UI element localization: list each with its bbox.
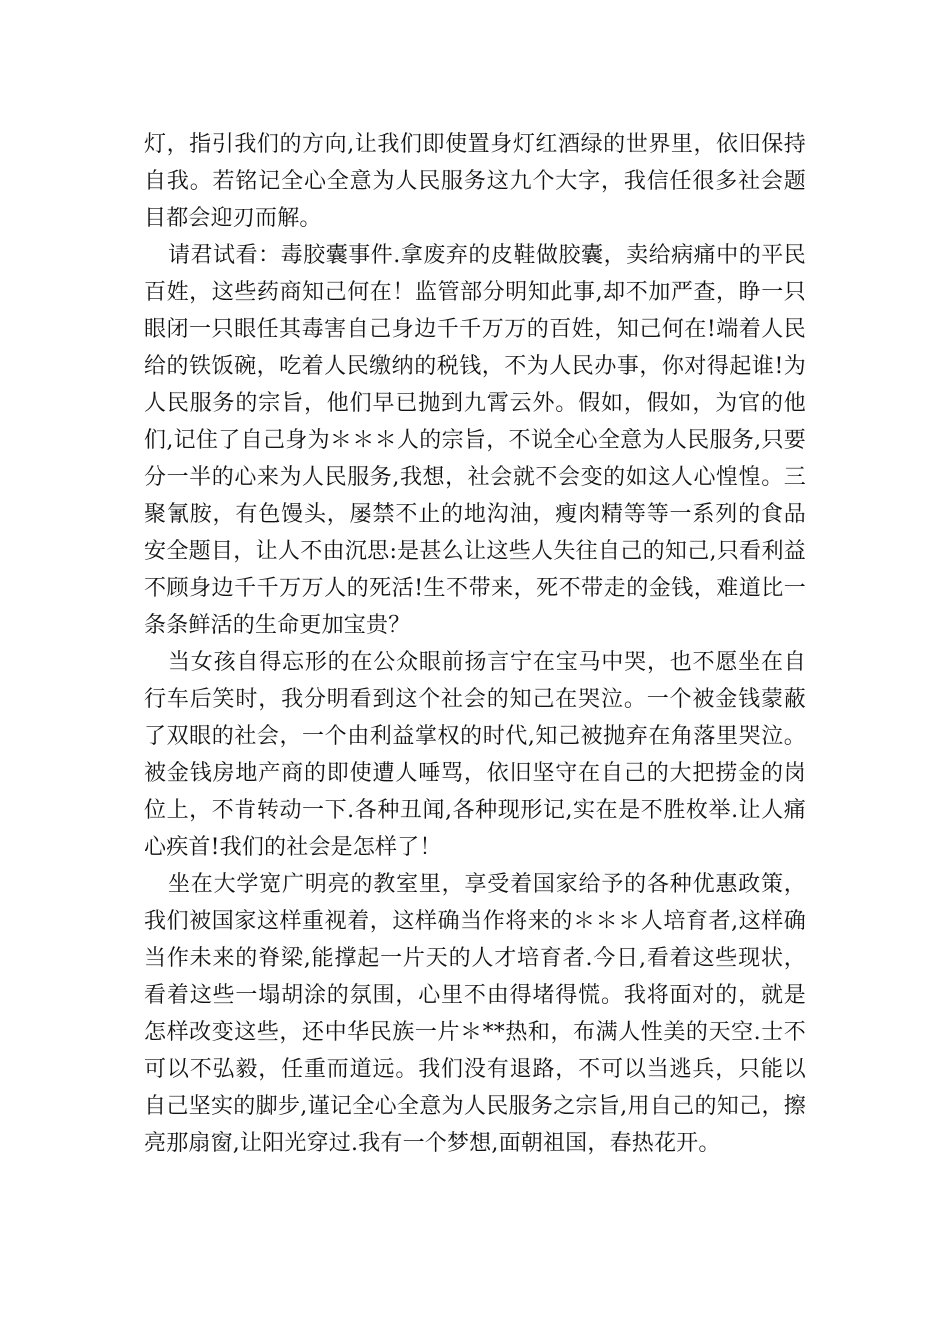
- paragraph-2: 请君试看：毒胶囊事件.拿废弃的皮鞋做胶囊，卖给病痛中的平民百姓，这些药商知己何在！监管部分明知此事,却不加严查，睁一只眼闭一只眼任其毒害自己身边千千万万的百姓，知己何在!端着人民给的铁饭碗，吃着人民缴纳的税钱，不为人民办事，你对得起谁!为人民服务的宗旨，他们早已抛到九霄云外。假如，假如，为官的他们,记住了自己身为＊＊＊人的宗旨，不说全心全意为人民服务,只要分一半的心来为人民服务,我想，社会就不会变的如这人心惶惶。三聚氰胺，有色馒头，屡禁不止的地沟油，瘦肉精等等一系列的食品安全题目，让人不由沉思:是甚么让这些人失往自己的知己,只看利益不顾身边千千万万人的死活!生不带来，死不带走的金钱，难道比一条条鲜活的生命更加宝贵？: [144, 243, 806, 638]
- document-body: [144, 126, 806, 1162]
- paragraph-4: 坐在大学宽广明亮的教室里，享受着国家给予的各种优惠政策，我们被国家这样重视着，这样确当作将来的＊＊＊人培育者,这样确当作未来的脊梁,能撑起一片天的人才培育者.今日,看着这些现状，看着这些一塌胡涂的氛围，心里不由得堵得慌。我将面对的，就是怎样改变这些，还中华民族一片＊**热和，布满人性美的天空.士不可以不弘毅，任重而道远。我们没有退路，不可以当逃兵，只能以自己坚实的脚步,谨记全心全意为人民服务之宗旨,用自己的知己，擦亮那扇窗,让阳光穿过.我有一个梦想,面朝祖国，春热花开。: [144, 872, 806, 1156]
- paragraph-1: 灯，指引我们的方向,让我们即使置身灯红酒绿的世界里，依旧保持自我。若铭记全心全意为人民服务这九个大字，我信任很多社会题目都会迎刃而解。: [144, 132, 806, 231]
- paragraph-3: 当女孩自得忘形的在公众眼前扬言宁在宝马中哭，也不愿坐在自行车后笑时，我分明看到这个社会的知己在哭泣。一个被金钱蒙蔽了双眼的社会，一个由利益掌权的时代,知己被抛弃在角落里哭泣。被金钱房地产商的即使遭人唾骂，依旧坚守在自己的大把捞金的岗位上，不肯转动一下.各种丑闻,各种现形记,实在是不胜枚举.让人痛心疾首!我们的社会是怎样了！: [144, 650, 806, 860]
